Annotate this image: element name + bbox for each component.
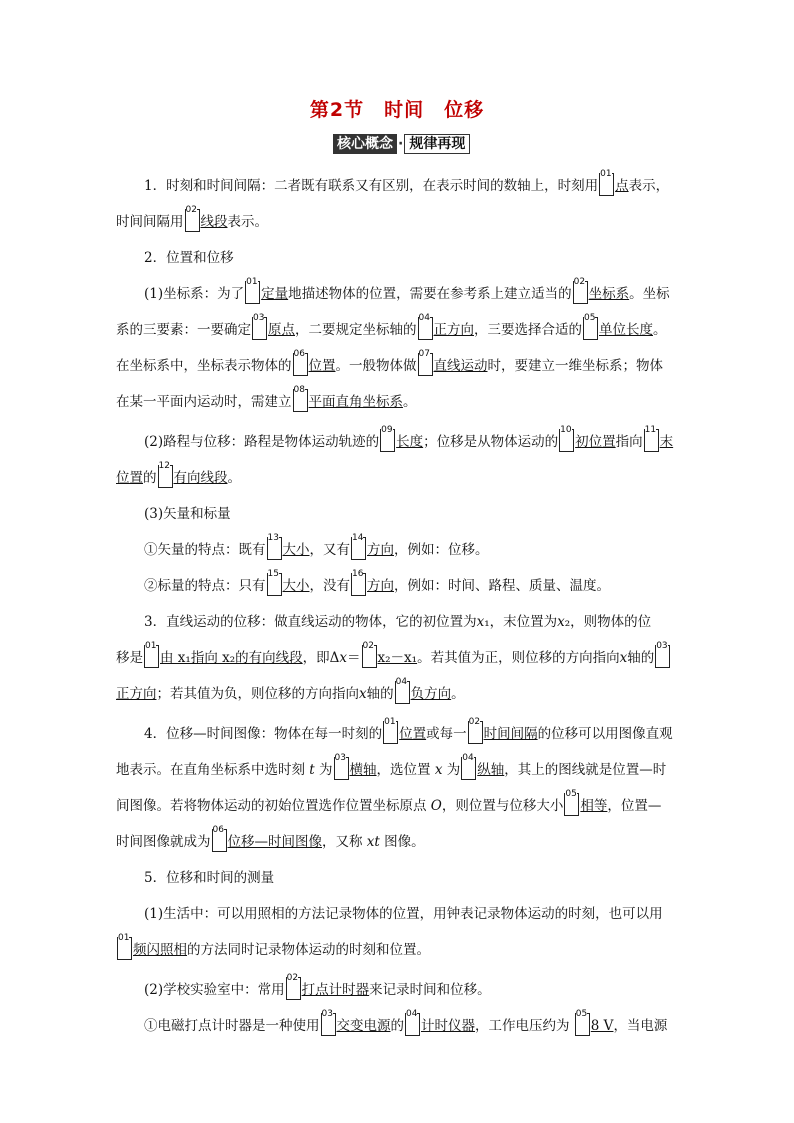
text-line: [116, 716, 678, 752]
answer-text: 线段: [200, 214, 228, 230]
variable: x: [557, 614, 565, 630]
body-text: 。一般物体做: [335, 358, 417, 374]
blank-number: 02: [286, 973, 299, 983]
answer-blank-box: [362, 641, 377, 668]
body-text: (1)坐标系：为了: [144, 286, 245, 302]
answer-text: 大小: [282, 578, 310, 594]
body-text: (3)矢量和标量: [144, 506, 231, 522]
text-line: [116, 204, 678, 240]
answer-text: 位置: [308, 358, 336, 374]
body-text: 的: [143, 470, 157, 486]
blank-number: 05: [565, 789, 577, 799]
body-text: ＝: [347, 650, 361, 666]
text-line: [116, 640, 678, 676]
answer-blank-box: [293, 349, 308, 376]
document-body: [116, 168, 678, 1044]
answer-blank-box: [144, 641, 159, 668]
body-text: ②标量的特点：只有: [144, 578, 266, 594]
answer-text: 计时仪器: [421, 1018, 475, 1034]
variable: x: [619, 650, 628, 666]
text-line: [116, 604, 678, 640]
body-text: ₁，末位置为: [484, 614, 558, 630]
answer-blank-box: [468, 717, 483, 744]
answer-text: 相等: [580, 798, 608, 814]
answer-blank-box: [212, 825, 227, 852]
blank-number: 08: [293, 385, 305, 395]
blank-number: 03: [321, 1009, 333, 1019]
answer-blank-box: [351, 569, 366, 596]
body-text: 为: [314, 762, 333, 778]
body-text: ，又有: [309, 542, 350, 558]
blank-number: 06: [212, 825, 224, 835]
body-text: ，其上的图线就是位置—时: [504, 762, 667, 778]
answer-text: x₂－x₁: [377, 650, 418, 666]
blank-number: 12: [158, 461, 170, 471]
answer-text: 由 x₁指向 x₂的有向线段: [160, 650, 303, 666]
body-text: 。: [451, 686, 465, 702]
answer-text: 位移—时间图像: [227, 834, 322, 850]
body-text: ①矢量的特点：既有: [144, 542, 266, 558]
answer-text: 时间间隔: [483, 726, 538, 742]
body-text: 时，要建立一维坐标系；物体: [487, 358, 663, 374]
variable: O: [430, 798, 442, 814]
blank-number: 14: [352, 533, 364, 543]
answer-blank-box: [293, 385, 308, 412]
text-line: [116, 384, 678, 420]
body-text: (2)学校实验室中：常用: [144, 982, 285, 998]
blank-number: 15: [267, 569, 279, 579]
answer-text: 位置: [116, 470, 143, 486]
text-line: [116, 312, 678, 348]
body-text: 时间图像就成为: [116, 834, 211, 850]
answer-text: 定量: [261, 286, 289, 302]
body-text: (2)路程与位移：路程是物体运动轨迹的: [144, 434, 380, 450]
answer-blank-box: [267, 533, 282, 560]
body-text: ，工作电压约为: [475, 1018, 574, 1034]
body-text: 间图像。若将物体运动的初始位置选作位置坐标原点: [116, 798, 431, 814]
blank-number: 03: [334, 753, 346, 763]
body-text: ，位置—: [607, 798, 662, 814]
page-title: 第2节 时间 位移: [309, 99, 485, 121]
blank-number: 09: [381, 425, 393, 435]
variable: t: [309, 762, 315, 778]
banner-core-concepts: 核心概念: [333, 134, 397, 154]
body-text: 时间间隔用: [116, 214, 184, 230]
answer-text: 正方向: [433, 322, 474, 338]
body-text: 。: [403, 394, 417, 410]
body-text: ，二要规定坐标轴的: [295, 322, 417, 338]
body-text: 轴的: [366, 686, 394, 702]
answer-text: 方向: [367, 578, 394, 594]
answer-text: 方向: [367, 542, 394, 558]
text-line: [116, 824, 678, 860]
body-text: 来记录时间和位移。: [369, 982, 491, 998]
body-text: (1)生活中：可以用照相的方法记录物体的位置，用钟表记录物体运动的时刻，也可以用: [144, 906, 663, 922]
body-text: 4．位移—时间图像：物体在每一时刻的: [144, 726, 383, 742]
text-line: [116, 972, 678, 1008]
body-text: 移是: [116, 650, 143, 666]
blank-number: 01: [145, 641, 157, 651]
variable: x: [366, 834, 375, 850]
answer-blank-box: [117, 933, 132, 960]
body-text: 1．时刻和时间间隔：二者既有联系又有区别，在表示时间的数轴上，时刻用: [144, 178, 599, 194]
answer-text: 原点: [268, 322, 295, 338]
answer-blank-box: [158, 461, 173, 488]
answer-text: 负方向: [410, 686, 452, 702]
body-text: 的方法同时记录物体运动的时刻和位置。: [187, 942, 430, 958]
banner-dot: ·: [398, 136, 404, 152]
answer-text: 纵轴: [477, 762, 505, 778]
body-text: ，三要选择合适的: [474, 322, 582, 338]
blank-number: 04: [418, 313, 430, 323]
body-text: 。: [227, 470, 241, 486]
text-line: [116, 788, 678, 824]
answer-blank-box: [321, 1009, 336, 1036]
blank-number: 01: [118, 933, 130, 943]
answer-text: 末: [659, 434, 674, 450]
body-text: 3．直线运动的位移：做直线运动的物体，它的初位置为: [144, 614, 477, 630]
text-line: [116, 676, 678, 712]
answer-blank-box: [418, 313, 433, 340]
blank-number: 01: [384, 717, 396, 727]
blank-number: 11: [644, 425, 657, 435]
answer-text: 平面直角坐标系: [308, 394, 403, 410]
answer-text: 频闪照相: [133, 942, 187, 958]
blank-number: 02: [185, 205, 197, 215]
body-text: 5．位移和时间的测量: [144, 870, 275, 886]
banner-rules: 规律再现: [404, 134, 470, 154]
answer-blank-box: [252, 313, 267, 340]
answer-text: 单位长度: [599, 322, 653, 338]
body-text: 表示，: [628, 178, 670, 194]
answer-text: 直线运动: [433, 358, 488, 374]
answer-blank-box: [286, 973, 301, 1000]
blank-number: 02: [362, 641, 374, 651]
blank-number: 05: [575, 1009, 588, 1019]
answer-blank-box: [267, 569, 282, 596]
answer-blank-box: [418, 349, 433, 376]
answer-text: 有向线段: [173, 470, 228, 486]
answer-text: 长度: [396, 434, 424, 450]
answer-blank-box: [564, 789, 579, 816]
body-text: ，没有: [309, 578, 350, 594]
answer-blank-box: [573, 277, 588, 304]
body-text: 地表示。在直角坐标系中选时刻: [116, 762, 310, 778]
blank-number: 04: [462, 753, 474, 763]
answer-text: 坐标系: [588, 286, 630, 302]
answer-text: 横轴: [349, 762, 377, 778]
body-text: 图像。: [379, 834, 425, 850]
answer-text: 正方向: [116, 686, 157, 702]
blank-number: 01: [246, 277, 258, 287]
blank-number: 03: [253, 313, 265, 323]
answer-text: 8 V: [590, 1018, 614, 1034]
blank-number: 02: [573, 277, 586, 287]
body-text: 的: [390, 1018, 404, 1034]
answer-blank-box: [380, 425, 395, 452]
blank-number: 02: [468, 717, 481, 727]
answer-text: 点: [615, 178, 629, 194]
section-banner: [333, 134, 470, 154]
text-line: [116, 496, 678, 532]
body-text: ，即Δ: [302, 650, 340, 666]
variable: x: [339, 650, 348, 666]
body-text: 系的三要素：一要确定: [116, 322, 251, 338]
answer-text: 打点计时器: [301, 982, 370, 998]
text-line: [116, 424, 678, 460]
answer-blank-box: [395, 677, 410, 704]
body-text: 在某一平面内运动时，需建立: [116, 394, 292, 410]
answer-blank-box: [334, 753, 349, 780]
body-text: 的位移可以用图像直观: [537, 726, 673, 742]
blank-number: 06: [293, 349, 305, 359]
variable: t: [374, 834, 380, 850]
body-text: 轴的: [627, 650, 655, 666]
answer-text: 交变电源: [336, 1018, 391, 1034]
body-text: 。: [653, 322, 667, 338]
body-text: ，例如：位移。: [394, 542, 489, 558]
body-text: 地描述物体的位置，需要在参考系上建立适当的: [288, 286, 572, 302]
answer-blank-box: [599, 169, 614, 196]
blank-number: 01: [600, 169, 612, 179]
text-line: [116, 568, 678, 604]
blank-number: 04: [406, 1009, 418, 1019]
blank-number: 03: [656, 641, 668, 651]
text-line: [116, 240, 678, 276]
answer-blank-box: [383, 717, 398, 744]
text-line: [116, 896, 678, 932]
answer-blank-box: [644, 425, 659, 452]
blank-number: 07: [418, 349, 430, 359]
body-text: ，例如：时间、路程、质量、温度。: [394, 578, 610, 594]
body-text: 2．位置和位移: [144, 250, 234, 266]
body-text: ，则位置与位移大小: [441, 798, 564, 814]
answer-blank-box: [575, 1009, 590, 1036]
answer-blank-box: [405, 1009, 420, 1036]
answer-blank-box: [245, 277, 260, 304]
answer-blank-box: [461, 753, 476, 780]
body-text: ①电磁打点计时器是一种使用: [144, 1018, 320, 1034]
text-line: [116, 932, 678, 968]
body-text: ，当电源: [613, 1018, 668, 1034]
body-text: ，选位置: [376, 762, 435, 778]
body-text: ；位移是从物体运动的: [423, 434, 559, 450]
answer-text: 位置: [399, 726, 427, 742]
variable: x: [476, 614, 485, 630]
text-line: [116, 752, 678, 788]
body-text: ，又称: [322, 834, 367, 850]
answer-text: 初位置: [575, 434, 616, 450]
body-text: 或每一: [426, 726, 467, 742]
answer-blank-box: [351, 533, 366, 560]
body-text: 指向: [615, 434, 643, 450]
variable: x: [359, 686, 367, 702]
blank-number: 05: [584, 313, 596, 323]
blank-number: 13: [267, 533, 279, 543]
body-text: ；若其值为负，则位移的方向指向: [156, 686, 359, 702]
text-line: [116, 348, 678, 384]
text-line: [116, 1008, 678, 1044]
blank-number: 16: [352, 569, 364, 579]
answer-text: 大小: [282, 542, 310, 558]
blank-number: 04: [395, 677, 408, 687]
blank-number: 10: [560, 425, 572, 435]
text-line: [116, 168, 678, 204]
text-line: [116, 532, 678, 568]
answer-blank-box: [185, 205, 200, 232]
body-text: 。坐标: [629, 286, 670, 302]
body-text: ₂，则物体的位: [564, 614, 652, 630]
body-text: 。若其值为正，则位移的方向指向: [417, 650, 620, 666]
body-text: 表示。: [227, 214, 268, 230]
text-line: [116, 276, 678, 312]
body-text: 在坐标系中，坐标表示物体的: [116, 358, 292, 374]
text-line: [116, 860, 678, 896]
text-line: [116, 460, 678, 496]
answer-blank-box: [655, 641, 670, 668]
body-text: 为: [442, 762, 461, 778]
answer-blank-box: [583, 313, 598, 340]
answer-blank-box: [559, 425, 574, 452]
variable: x: [434, 762, 443, 778]
